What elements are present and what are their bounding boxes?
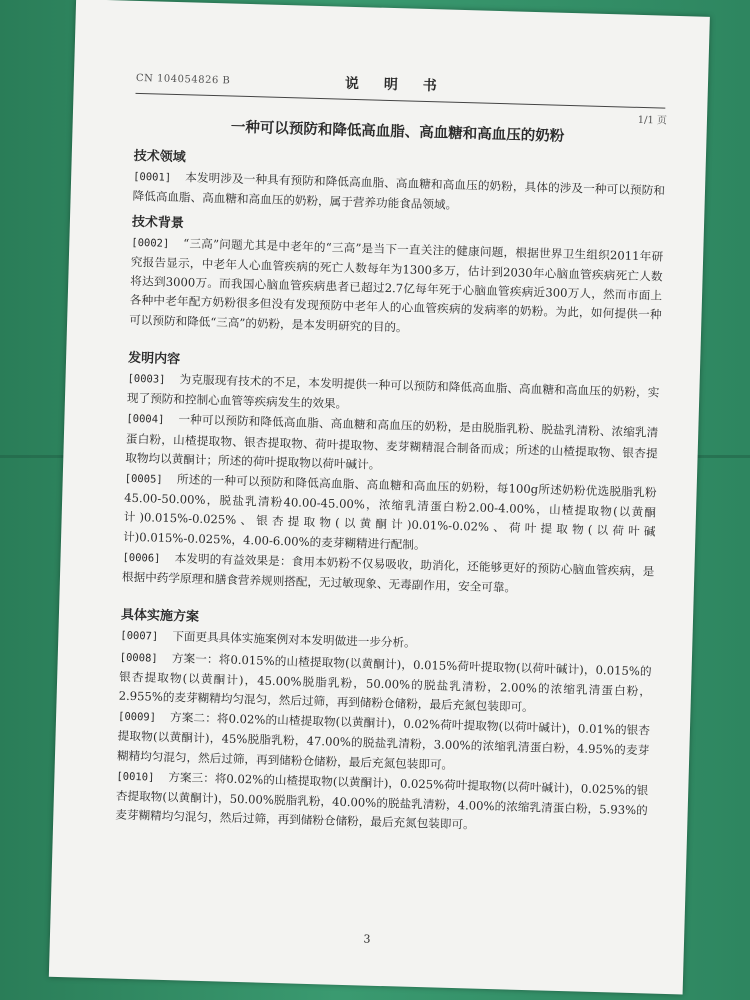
document-page bbox=[49, 0, 710, 994]
paragraph-text: 下面更具具体实施案例对本发明做进一步分析。 bbox=[172, 629, 416, 651]
page-indicator: 1/1 页 bbox=[637, 114, 668, 127]
page-header bbox=[136, 67, 656, 104]
paragraph-text: 本发明涉及一种具有预防和降低高血脂、高血糖和高血压的奶粉，具体的涉及一种可以预防和降低高血脂、高血糖和高血压的奶粉，属于营养功能食品领域。 bbox=[132, 170, 666, 213]
paragraph-text: 方案二：将0.02%的山楂提取物(以黄酮计)，0.02%荷叶提取物(以荷叶碱计)，0.01%的银杏提取物(以黄酮计)，45%脱脂乳粉，47.00%的脱盐乳清粉，3.00%的浓缩乳清蛋白粉，4.95%的麦芽糊精均匀混匀，然后过筛，再到储粉仓储粉，最后充氮包装即可。 bbox=[116, 710, 651, 772]
paragraph-0002 bbox=[129, 233, 664, 345]
paragraph-number: [0007] bbox=[120, 630, 159, 644]
paragraph-text: 为克服现有技术的不足，本发明提供一种可以预防和降低高血脂、高血糖和高血压的奶粉，实现了预防和控制心血管等疾病发生的效果。 bbox=[126, 372, 660, 412]
publication-number: CN 104054826 B bbox=[135, 72, 231, 87]
paragraph-number: [0010] bbox=[116, 770, 155, 784]
section-heading-embodiments: 具体实施方案 bbox=[120, 607, 200, 626]
paragraph-text: 本发明的有益效果是：食用本奶粉不仅易吸收，助消化，还能够更好的预防心脑血管疾病，是根据中药学原理和膳食营养规则搭配，无过敏现象、无毒副作用，安全可靠。 bbox=[121, 550, 655, 595]
paragraph-text: 所述的一种可以预防和降低高血脂、高血糖和高血压的奶粉，每100g所述奶粉优选脱脂乳粉45.00-50.00%，脱盐乳清粉40.00-45.00%，浓缩乳清蛋白粉2.00-4.00%，山楂提取物(以黄酮计)0.015%-0.025%、银杏提取物(以黄酮计)0.01%-0.02%、荷叶提取物(以荷叶碱计)0.015%-0.025%，4.00-6.00%的麦芽糊精进行配制。 bbox=[122, 472, 657, 552]
paragraph-text: 一种可以预防和降低高血脂、高血糖和高血压的奶粉，是由脱脂乳粉、脱盐乳清粉、浓缩乳清蛋白粉，山楂提取物、银杏提取物、荷叶提取物、麦芽糊精混合制备而成；所述的山楂提取物、银杏提取物均以黄酮计；所述的荷叶提取物以荷叶碱计。 bbox=[125, 412, 659, 472]
paragraph-number: [0006] bbox=[122, 551, 161, 565]
paragraph-number: [0005] bbox=[124, 472, 163, 486]
paragraph-text: “三高”问题尤其是中老年的“三高”是当下一直关注的健康问题，根据世界卫生组织2011年研究报告显示，中老年人心血管疾病的死亡人数每年为1300多万，估计到2030年心脑血管疾病死亡人数将达到3000万。而我国心脑血管疾病患者已超过2.7亿每年死于心脑血管疾病近300万人，然而市面上各种中老年配方奶粉很多但没有发现预防中老年人的心血管疾病的发病率的奶粉。为此，如何提供一种可以预防和降低“三高”的奶粉，是本发明研究的目的。 bbox=[129, 236, 664, 335]
section-heading-field: 技术领域 bbox=[133, 148, 186, 166]
section-heading-summary: 发明内容 bbox=[127, 350, 181, 368]
section-heading-background: 技术背景 bbox=[131, 214, 185, 231]
paragraph-number: [0001] bbox=[133, 171, 172, 185]
page-number: 3 bbox=[363, 932, 371, 946]
paragraph-number: [0004] bbox=[126, 413, 165, 427]
paragraph-number: [0008] bbox=[119, 651, 158, 665]
document-type-title: 说 明 书 bbox=[344, 75, 447, 95]
paragraph-0005 bbox=[123, 469, 657, 562]
paragraph-number: [0003] bbox=[127, 372, 166, 386]
paragraph-text: 方案三：将0.02%的山楂提取物(以黄酮计)，0.025%荷叶提取物(以荷叶碱计)，0.025%的银杏提取物(以黄酮计)，50.00%脱脂乳粉，40.00%的脱盐乳清粉，4.00%的浓缩乳清蛋白粉，5.93%的麦芽糊精均匀混匀，然后过筛，再到储粉仓储粉，最后充氮包装即可。 bbox=[115, 769, 649, 832]
invention-title: 一种可以预防和降低高血脂、高血糖和高血压的奶粉 bbox=[230, 119, 565, 145]
paragraph-text: 方案一：将0.015%的山楂提取物(以黄酮计)，0.015%荷叶提取物(以荷叶碱计)，0.015%的银杏提取物(以黄酮计)，45.00%脱脂乳粉，50.00%的脱盐乳清粉，2.00%的浓缩乳清蛋白粉，2.955%的麦芽糊精均匀混匀，然后过筛，再到储粉仓储粉，最后充氮包装即可。 bbox=[118, 650, 652, 715]
paragraph-number: [0009] bbox=[117, 710, 157, 724]
paragraph-number: [0002] bbox=[131, 236, 170, 250]
document-body bbox=[115, 141, 666, 841]
